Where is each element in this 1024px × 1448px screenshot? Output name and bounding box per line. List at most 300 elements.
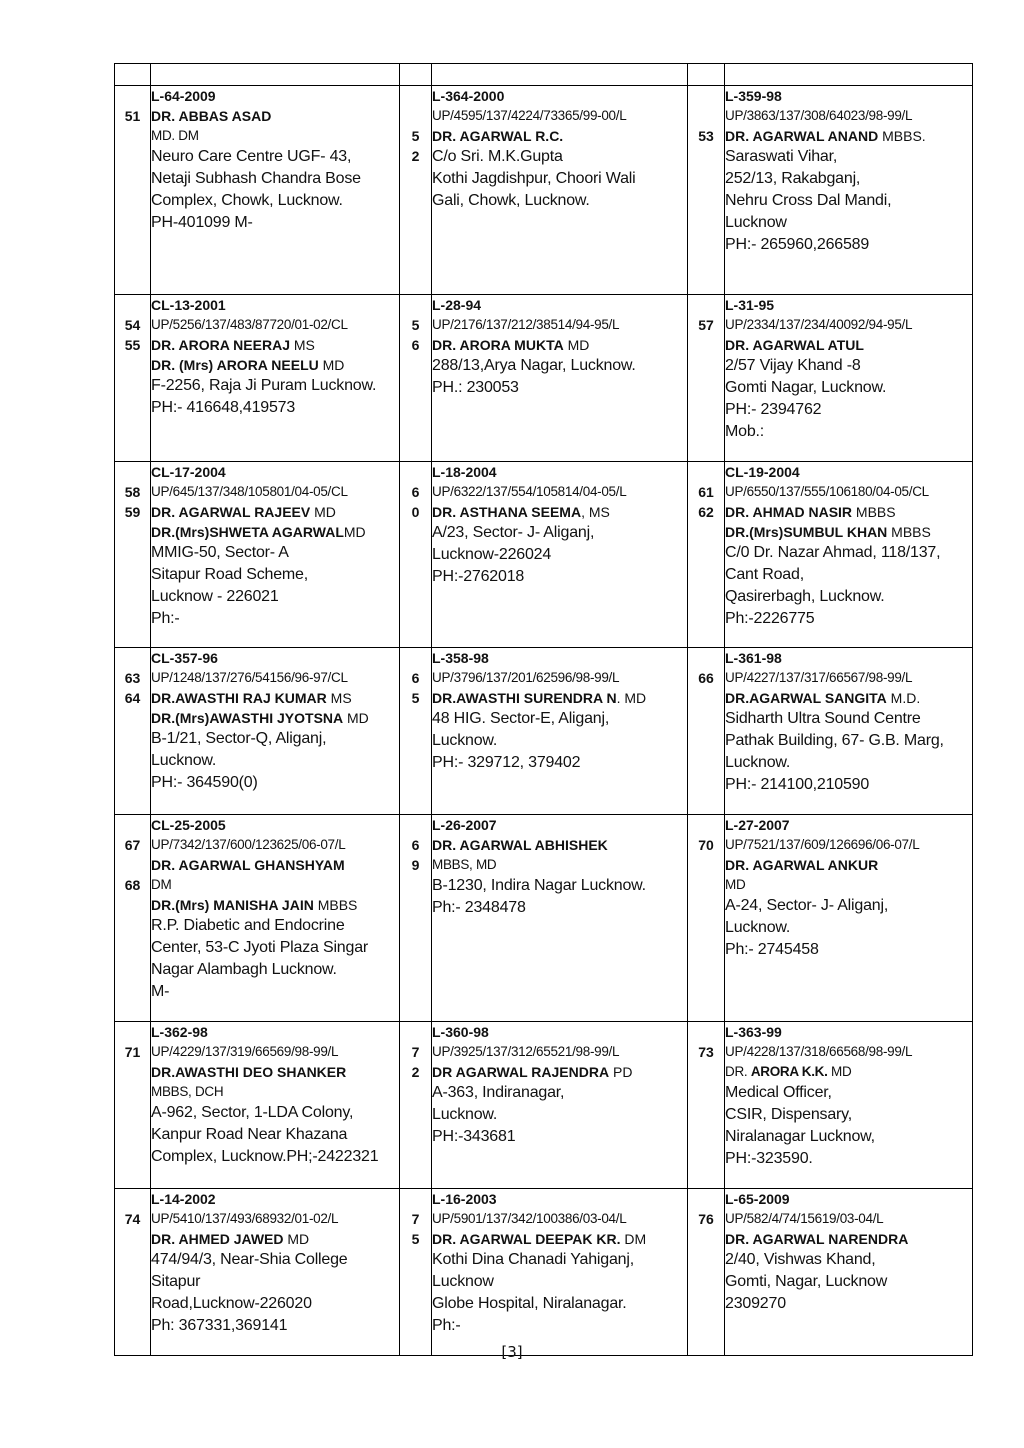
entry-text: B-1230, Indira Nagar Lucknow.: [432, 877, 646, 894]
doctor-entry: [725, 648, 973, 815]
entry-text: Center, 53-C Jyoti Plaza Singar: [151, 939, 369, 956]
entry-text: Mob.:: [725, 423, 765, 440]
entry-line: [151, 1124, 399, 1146]
entry-line: [432, 1126, 687, 1148]
entry-text: UP/645/137/348/105801/04-05/CL: [151, 484, 348, 499]
entry-line: [432, 1209, 687, 1229]
entry-line: [432, 566, 687, 588]
entry-line: [151, 1042, 399, 1062]
entry-line: [725, 190, 972, 212]
entry-text: Lucknow.: [432, 1106, 498, 1123]
doctor-entry: [725, 86, 973, 295]
entry-serial-number: 57: [698, 317, 714, 333]
entry-line: [432, 1293, 687, 1315]
licence-number: [151, 1022, 399, 1042]
licence-number: [432, 86, 687, 106]
directory-row: [115, 1189, 973, 1356]
page-number: [3]: [501, 1343, 523, 1361]
entry-text: DR.AWASTHI DEO SHANKER: [151, 1064, 347, 1080]
entry-text: L-359-98: [725, 88, 782, 104]
entry-line: [725, 522, 972, 542]
doctor-name: ARORA K.K.: [750, 1064, 828, 1079]
entry-text: L-14-2002: [151, 1191, 216, 1207]
entry-line: [151, 126, 399, 146]
entry-line: [151, 875, 399, 895]
entry-text: L-364-2000: [432, 88, 505, 104]
entry-line: [432, 897, 687, 919]
entry-text: Ph:- 2348478: [432, 899, 526, 916]
entry-text: DR. AGARWAL ATUL: [725, 337, 864, 353]
entry-serial-cell: [115, 815, 151, 1022]
entry-text: Nehru Cross Dal Mandi,: [725, 192, 892, 209]
licence-number: [432, 815, 687, 835]
entry-serial-number: 58: [124, 484, 141, 500]
entry-line: [725, 482, 972, 502]
entry-line: [151, 708, 399, 728]
entry-serial-cell: [688, 815, 725, 1022]
entry-text: Medical Officer,: [725, 1084, 832, 1101]
qualification: MBBS: [313, 897, 358, 913]
qualification: MD: [827, 1064, 852, 1079]
doctor-entry: [151, 462, 400, 648]
entry-text: CL-357-96: [151, 650, 218, 666]
entry-text: Ph:- 2745458: [725, 941, 819, 958]
entry-text: Cant Road,: [725, 566, 804, 583]
entry-text: CL-17-2004: [151, 464, 226, 480]
entry-line: [432, 1062, 687, 1082]
entry-text: DR. ARORA MUKTA: [432, 337, 564, 353]
entry-text: DR. ASTHANA SEEMA: [432, 504, 582, 520]
qualification: , MS: [581, 504, 610, 520]
entry-serial-number: 5: [411, 690, 420, 706]
entry-text: DR. AGARWAL ANKUR: [725, 857, 879, 873]
entry-text: DR. AGARWAL ANAND: [725, 128, 879, 144]
entry-text: DR. AGARWAL ABHISHEK: [432, 837, 608, 853]
entry-line: [151, 1249, 399, 1271]
entry-text: 2309270: [725, 1295, 786, 1312]
entry-line: [432, 522, 687, 544]
entry-line: [432, 708, 687, 730]
entry-text: Ph: 367331,369141: [151, 1317, 288, 1334]
entry-line: [151, 1146, 399, 1168]
entry-text: DR. AHMAD NASIR: [725, 504, 853, 520]
entry-serial-number: 55: [124, 337, 141, 353]
entry-text: MD: [725, 877, 746, 892]
entry-text: 48 HIG. Sector-E, Aliganj,: [432, 710, 610, 727]
entry-serial-cell: [688, 1189, 725, 1356]
entry-line: [151, 586, 399, 608]
licence-number: [725, 648, 972, 668]
entry-text: DR.(Mrs)AWASTHI JYOTSNA: [151, 710, 344, 726]
entry-text: PH:- 416648,419573: [151, 399, 296, 416]
entry-line: [432, 190, 687, 212]
entry-text: UP/2176/137/212/38514/94-95/L: [432, 317, 620, 332]
entry-line: [151, 1209, 399, 1229]
entry-line: [725, 1042, 972, 1062]
entry-line: [151, 542, 399, 564]
entry-serial-cell: [400, 648, 432, 815]
licence-number: [151, 815, 399, 835]
entry-line: [151, 855, 399, 875]
licence-number: [725, 1022, 972, 1042]
entry-line: [151, 564, 399, 586]
entry-text: PH.: 230053: [432, 379, 519, 396]
entry-line: [725, 668, 972, 688]
entry-line: [725, 542, 972, 564]
entry-line: [725, 855, 972, 875]
entry-line: [432, 1082, 687, 1104]
header-cell: [725, 64, 973, 86]
entry-serial-cell: [688, 648, 725, 815]
entry-serial-number: 7: [411, 1211, 420, 1227]
licence-number: [151, 86, 399, 106]
entry-text: MD. DM: [151, 128, 199, 143]
qualification: MD: [343, 710, 369, 726]
licence-number: [725, 295, 972, 315]
doctor-entry: [151, 815, 400, 1022]
entry-line: [725, 234, 972, 256]
entry-line: [725, 1271, 972, 1293]
entry-text: Lucknow.: [725, 754, 791, 771]
entry-serial-number: 5: [411, 1231, 420, 1247]
doctor-entry: [725, 1189, 973, 1356]
licence-number: [432, 1189, 687, 1209]
qualification: MBBS.: [878, 128, 926, 144]
entry-line: [151, 212, 399, 234]
entry-text: B-1/21, Sector-Q, Aliganj,: [151, 730, 327, 747]
entry-line: [151, 522, 399, 542]
entry-text: L-65-2009: [725, 1191, 790, 1207]
entry-text: DR. AGARWAL DEEPAK KR.: [432, 1231, 621, 1247]
entry-text: L-361-98: [725, 650, 782, 666]
entry-text: PH:-2762018: [432, 568, 525, 585]
entry-line: [725, 126, 972, 146]
entry-text: UP/2334/137/234/40092/94-95/L: [725, 317, 913, 332]
directory-row: [115, 1022, 973, 1189]
entry-text: PH:- 329712, 379402: [432, 754, 581, 771]
entry-text: DR. AGARWAL NARENDRA: [725, 1231, 909, 1247]
doctor-entry: [432, 1189, 688, 1356]
entry-line: [725, 168, 972, 190]
entry-serial-number: 76: [698, 1211, 714, 1227]
header-cell: [688, 64, 725, 86]
doctor-entry: [725, 295, 973, 462]
entry-text: DR. (Mrs) ARORA NEELU: [151, 357, 319, 373]
entry-text: Gomti Nagar, Lucknow.: [725, 379, 887, 396]
entry-line: [432, 688, 687, 708]
entry-line: [151, 1102, 399, 1124]
entry-line: [725, 939, 972, 961]
entry-serial-cell: [115, 1022, 151, 1189]
entry-text: Sitapur: [151, 1273, 201, 1290]
entry-line: [151, 1082, 399, 1102]
licence-number: [725, 815, 972, 835]
entry-line: [725, 1229, 972, 1249]
entry-text: MMIG-50, Sector- A: [151, 544, 289, 561]
entry-line: [432, 106, 687, 126]
entry-serial-cell: [115, 462, 151, 648]
entry-serial-cell: [400, 295, 432, 462]
entry-text: C/0 Dr. Nazar Ahmad, 118/137,: [725, 544, 941, 561]
licence-number: [432, 295, 687, 315]
entry-text: 474/94/3, Near-Shia College: [151, 1251, 348, 1268]
qualification: PD: [609, 1064, 633, 1080]
entry-line: [432, 1315, 687, 1337]
header-cell: [151, 64, 400, 86]
entry-serial-number: 2: [411, 1064, 420, 1080]
entry-line: [725, 1062, 972, 1082]
licence-number: [151, 295, 399, 315]
entry-line: [725, 875, 972, 895]
entry-line: [151, 688, 399, 708]
qualification: . MD: [616, 690, 647, 706]
header-row: [115, 64, 973, 86]
entry-line: [432, 482, 687, 502]
entry-text: Lucknow.: [432, 732, 498, 749]
entry-text: Lucknow: [725, 214, 787, 231]
entry-line: [151, 190, 399, 212]
directory-row: [115, 86, 973, 295]
entry-line: [725, 1126, 972, 1148]
entry-serial-number: 0: [411, 504, 420, 520]
entry-text: Sidharth Ultra Sound Centre: [725, 710, 921, 727]
entry-text: DR.(Mrs)SUMBUL KHAN: [725, 524, 888, 540]
entry-text: CL-19-2004: [725, 464, 800, 480]
entry-serial-number: 63: [124, 670, 141, 686]
doctor-entry: [432, 648, 688, 815]
entry-text: L-27-2007: [725, 817, 790, 833]
entry-serial-number: 67: [124, 837, 141, 853]
entry-line: [151, 750, 399, 772]
entry-text: PH:- 364590(0): [151, 774, 258, 791]
entry-text: DR. AGARWAL RAJEEV: [151, 504, 311, 520]
entry-text: 252/13, Rakabganj,: [725, 170, 861, 187]
doctor-entry: [432, 295, 688, 462]
entry-text: Lucknow - 226021: [151, 588, 279, 605]
entry-text: UP/5256/137/483/87720/01-02/CL: [151, 317, 348, 332]
entry-line: [725, 212, 972, 234]
entry-line: [432, 1249, 687, 1271]
entry-text: UP/3925/137/312/65521/98-99/L: [432, 1044, 620, 1059]
entry-line: [725, 1082, 972, 1104]
entry-text: Ph:-: [151, 610, 180, 627]
entry-text: Nagar Alambagh Lucknow.: [151, 961, 337, 978]
licence-number: [151, 648, 399, 668]
licence-number: [432, 1022, 687, 1042]
entry-line: [151, 482, 399, 502]
entry-text: F-2256, Raja Ji Puram Lucknow.: [151, 377, 377, 394]
entry-text: UP/582/4/74/15619/03-04/L: [725, 1211, 884, 1226]
entry-line: [725, 1293, 972, 1315]
entry-text: M-: [151, 983, 170, 1000]
entry-text: L-362-98: [151, 1024, 208, 1040]
entry-text: DR.AWASTHI RAJ KUMAR: [151, 690, 327, 706]
entry-serial-number: 5: [411, 317, 420, 333]
entry-serial-cell: [115, 86, 151, 295]
entry-line: [725, 688, 972, 708]
entry-line: [725, 708, 972, 730]
header-cell: [400, 64, 432, 86]
entry-serial-number: 5: [411, 128, 420, 144]
entry-text: PH-401099 M-: [151, 214, 253, 231]
entry-serial-cell: [115, 648, 151, 815]
entry-line: [151, 146, 399, 168]
qualification: MD: [563, 337, 590, 353]
directory-row: [115, 462, 973, 648]
entry-text: UP/5410/137/493/68932/01-02/L: [151, 1211, 339, 1226]
entry-line: [725, 608, 972, 630]
entry-text: Saraswati Vihar,: [725, 148, 838, 165]
entry-text: DR.(Mrs)SHWETA AGARWAL: [151, 524, 344, 540]
entry-text: Niralanagar Lucknow,: [725, 1128, 875, 1145]
entry-serial-number: 71: [124, 1044, 141, 1060]
entry-serial-number: 54: [124, 317, 141, 333]
entry-serial-cell: [115, 1189, 151, 1356]
entry-serial-cell: [400, 86, 432, 295]
entry-text: DR.: [725, 1064, 751, 1079]
entry-text: UP/3863/137/308/64023/98-99/L: [725, 108, 913, 123]
entry-serial-number: 6: [411, 484, 420, 500]
entry-line: [725, 399, 972, 421]
entry-line: [432, 355, 687, 377]
entry-line: [432, 315, 687, 335]
entry-line: [725, 895, 972, 917]
entry-text: DR. AGARWAL R.C.: [432, 128, 564, 144]
entry-text: A-962, Sector, 1-LDA Colony,: [151, 1104, 354, 1121]
doctor-entry: [432, 815, 688, 1022]
entry-line: [725, 502, 972, 522]
qualification: MD: [343, 524, 366, 540]
header-cell: [115, 64, 151, 86]
entry-serial-cell: [688, 86, 725, 295]
entry-line: [725, 730, 972, 752]
entry-text: Kothi Jagdishpur, Choori Wali: [432, 170, 636, 187]
entry-text: PH:- 265960,266589: [725, 236, 870, 253]
entry-text: UP/4227/137/317/66567/98-99/L: [725, 670, 913, 685]
entry-text: CSIR, Dispensary,: [725, 1106, 853, 1123]
entry-text: Ph:-2226775: [725, 610, 815, 627]
entry-serial-cell: [400, 1189, 432, 1356]
entry-line: [432, 146, 687, 168]
entry-text: L-18-2004: [432, 464, 497, 480]
entry-serial-number: 7: [411, 1044, 420, 1060]
entry-line: [725, 1148, 972, 1170]
entry-line: [725, 835, 972, 855]
header-cell: [432, 64, 688, 86]
entry-text: Qasirerbagh, Lucknow.: [725, 588, 885, 605]
entry-line: [151, 1293, 399, 1315]
entry-serial-number: 73: [698, 1044, 714, 1060]
entry-line: [725, 315, 972, 335]
entry-line: [432, 668, 687, 688]
entry-line: [151, 315, 399, 335]
entry-line: [151, 1315, 399, 1337]
entry-serial-number: 62: [698, 504, 714, 520]
entry-line: [151, 375, 399, 397]
entry-line: [725, 146, 972, 168]
entry-line: [151, 728, 399, 750]
entry-text: PH:-343681: [432, 1128, 516, 1145]
entry-line: [432, 730, 687, 752]
entry-text: UP/4229/137/319/66569/98-99/L: [151, 1044, 339, 1059]
directory-row: [115, 648, 973, 815]
qualification: DM: [620, 1231, 647, 1247]
entry-line: [432, 168, 687, 190]
entry-serial-number: 68: [124, 877, 141, 893]
entry-line: [725, 586, 972, 608]
entry-text: MBBS, MD: [432, 857, 497, 872]
entry-serial-number: 53: [698, 128, 714, 144]
entry-serial-number: [688, 106, 724, 126]
entry-line: [432, 855, 687, 875]
entry-text: Lucknow.: [725, 919, 791, 936]
qualification: MBBS: [852, 504, 896, 520]
licence-number: [725, 462, 972, 482]
entry-line: [151, 355, 399, 375]
entry-text: L-363-99: [725, 1024, 782, 1040]
entry-text: UP/6550/137/555/106180/04-05/CL: [725, 484, 929, 499]
entry-text: MBBS, DCH: [151, 1084, 224, 1099]
entry-serial-number: 70: [698, 837, 714, 853]
doctor-entry: [151, 1189, 400, 1356]
entry-line: [725, 377, 972, 399]
entry-serial-number: 51: [124, 108, 141, 124]
entry-text: PH:- 2394762: [725, 401, 822, 418]
entry-line: [725, 774, 972, 796]
entry-line: [151, 168, 399, 190]
entry-text: DR. AHMED JAWED: [151, 1231, 284, 1247]
entry-text: CL-13-2001: [151, 297, 226, 313]
entry-serial-number: 6: [411, 337, 420, 353]
licence-number: [151, 462, 399, 482]
entry-line: [432, 502, 687, 522]
entry-serial-cell: [400, 815, 432, 1022]
entry-text: DR.AWASTHI SURENDRA N: [432, 690, 617, 706]
licence-number: [151, 1189, 399, 1209]
entry-line: [151, 915, 399, 937]
doctor-entry: [432, 462, 688, 648]
entry-text: CL-25-2005: [151, 817, 226, 833]
entry-line: [151, 895, 399, 915]
licence-number: [432, 648, 687, 668]
entry-serial-cell: [400, 1022, 432, 1189]
entry-serial-cell: [688, 462, 725, 648]
licence-number: [432, 462, 687, 482]
entry-line: [151, 981, 399, 1003]
entry-text: UP/7342/137/600/123625/06-07/L: [151, 837, 346, 852]
entry-text: UP/4228/137/318/66568/98-99/L: [725, 1044, 913, 1059]
entry-text: A-363, Indiranagar,: [432, 1084, 565, 1101]
entry-text: UP/7521/137/609/126696/06-07/L: [725, 837, 920, 852]
entry-line: [725, 1104, 972, 1126]
doctor-entry: [432, 1022, 688, 1189]
entry-serial-number: 6: [411, 670, 420, 686]
qualification: MD: [310, 504, 336, 520]
entry-line: [151, 835, 399, 855]
doctor-entry: [725, 815, 973, 1022]
entry-line: [151, 106, 399, 126]
doctor-entry: [432, 86, 688, 295]
entry-text: DR. AGARWAL GHANSHYAM: [151, 857, 345, 873]
qualification: MBBS: [887, 524, 931, 540]
entry-line: [432, 835, 687, 855]
directory-row: [115, 295, 973, 462]
entry-serial-cell: [400, 462, 432, 648]
entry-text: A/23, Sector- J- Aliganj,: [432, 524, 595, 541]
entry-line: [151, 608, 399, 630]
entry-text: DR.AGARWAL SANGITA: [725, 690, 887, 706]
entry-line: [151, 335, 399, 355]
